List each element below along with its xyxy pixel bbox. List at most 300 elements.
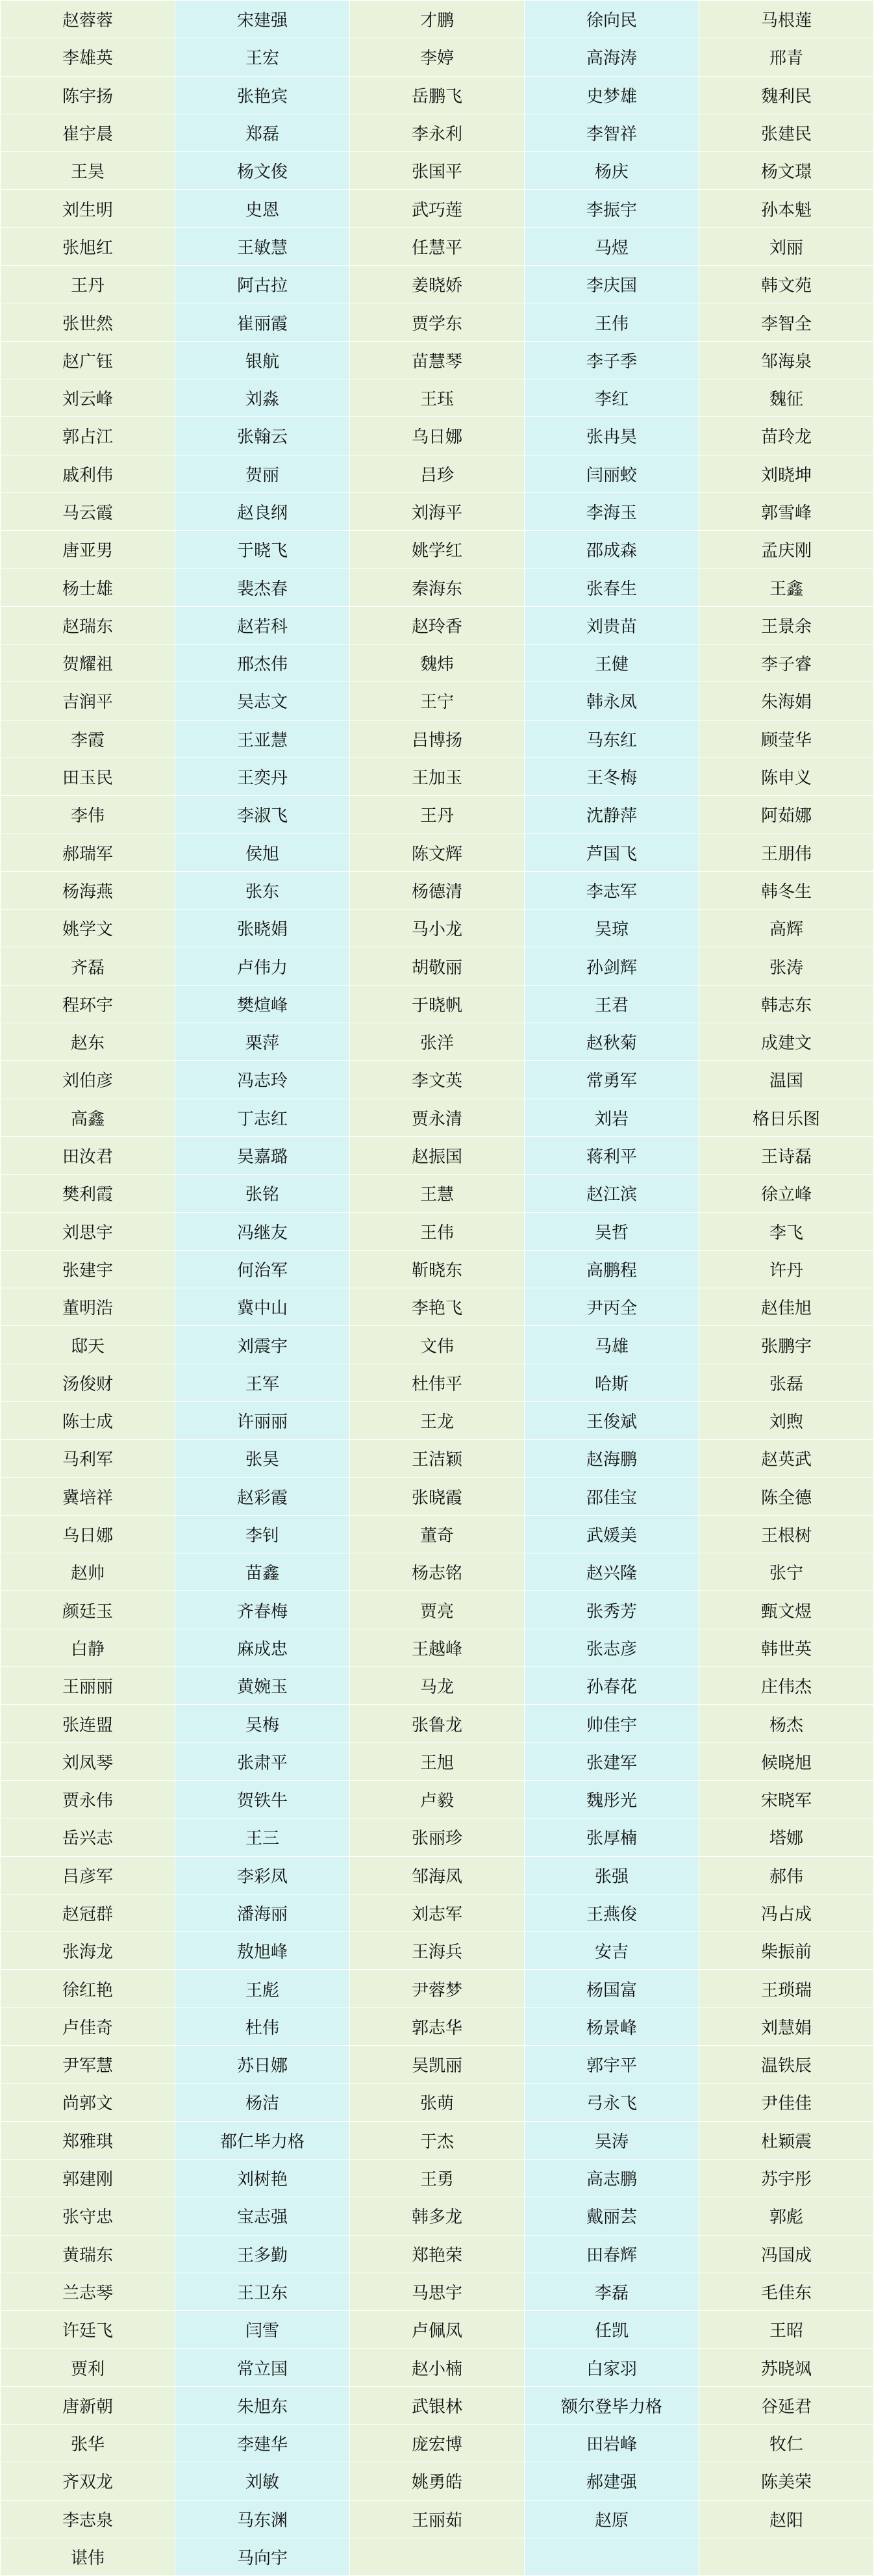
name-cell: 田春辉	[525, 2235, 699, 2273]
name-cell: 张鲁龙	[350, 1705, 525, 1742]
table-row	[1, 947, 874, 985]
name-cell: 张华	[1, 2425, 175, 2462]
name-cell: 李智全	[699, 303, 874, 341]
name-cell: 李婷	[350, 38, 525, 76]
name-cell: 贾亮	[350, 1591, 525, 1629]
name-cell: 栗萍	[175, 1023, 350, 1061]
table-row	[1, 1667, 874, 1705]
name-cell: 齐春梅	[175, 1591, 350, 1629]
name-cell: 杜伟平	[350, 1364, 525, 1401]
table-row	[1, 2538, 874, 2575]
name-cell: 李智祥	[525, 114, 699, 151]
name-cell: 苏日娜	[175, 2046, 350, 2084]
name-cell: 郭宇平	[525, 2046, 699, 2084]
name-cell: 李霞	[1, 720, 175, 758]
table-row	[1, 834, 874, 871]
name-cell: 马东渊	[175, 2500, 350, 2538]
name-cell: 张涛	[699, 947, 874, 985]
name-cell: 李艳飞	[350, 1288, 525, 1326]
name-cell: 都仁毕力格	[175, 2121, 350, 2159]
name-cell: 于杰	[350, 2121, 525, 2159]
name-cell: 汤俊财	[1, 1364, 175, 1401]
name-cell: 王琐瑞	[699, 1970, 874, 2008]
name-cell: 杨庆	[525, 152, 699, 190]
name-cell: 吴凯丽	[350, 2046, 525, 2084]
table-row	[1, 303, 874, 341]
table-row	[1, 455, 874, 492]
name-cell: 崔宇晨	[1, 114, 175, 151]
name-cell: 陈美荣	[699, 2462, 874, 2500]
name-cell: 杜伟	[175, 2008, 350, 2045]
name-cell: 许廷飞	[1, 2311, 175, 2349]
name-cell: 马小龙	[350, 910, 525, 947]
name-cell: 李志军	[525, 871, 699, 909]
name-cell: 文伟	[350, 1326, 525, 1364]
name-cell: 徐向民	[525, 1, 699, 38]
name-cell: 王敏慧	[175, 227, 350, 265]
table-row	[1, 1742, 874, 1780]
name-cell: 赵蓉蓉	[1, 1, 175, 38]
name-cell: 贺丽	[175, 455, 350, 492]
name-cell: 才鹏	[350, 1, 525, 38]
name-cell: 额尔登毕力格	[525, 2386, 699, 2424]
name-cell: 赵冠群	[1, 1894, 175, 1932]
name-cell: 阿古拉	[175, 266, 350, 303]
table-row	[1, 1856, 874, 1894]
table-row	[1, 2425, 874, 2462]
name-cell: 贾学东	[350, 303, 525, 341]
name-cell: 戚利伟	[1, 455, 175, 492]
name-cell: 弓永飞	[525, 2084, 699, 2121]
name-cell: 张宁	[699, 1553, 874, 1591]
name-cell: 郭雪峰	[699, 492, 874, 530]
name-cell: 成建文	[699, 1023, 874, 1061]
name-cell: 王丽丽	[1, 1667, 175, 1705]
name-cell: 王勇	[350, 2159, 525, 2197]
name-cell: 谷延君	[699, 2386, 874, 2424]
table-row	[1, 720, 874, 758]
name-cell: 武巧莲	[350, 190, 525, 227]
name-cell: 田汝君	[1, 1136, 175, 1174]
name-cell: 张冉昊	[525, 417, 699, 455]
name-cell: 刘敏	[175, 2462, 350, 2500]
name-cell: 贺铁牛	[175, 1780, 350, 1818]
table-row	[1, 606, 874, 644]
name-cell: 闫丽蛟	[525, 455, 699, 492]
name-cell: 李永利	[350, 114, 525, 151]
name-cell: 王丹	[1, 266, 175, 303]
name-cell: 郭志华	[350, 2008, 525, 2045]
name-cell: 赵兴隆	[525, 1553, 699, 1591]
name-cell: 王三	[175, 1818, 350, 1856]
name-cell: 卢佳奇	[1, 2008, 175, 2045]
name-cell: 王彪	[175, 1970, 350, 2008]
name-cell: 刘海平	[350, 492, 525, 530]
name-cell: 赵小楠	[350, 2349, 525, 2386]
name-cell: 高辉	[699, 910, 874, 947]
name-cell: 张世然	[1, 303, 175, 341]
table-row	[1, 1477, 874, 1515]
name-cell: 许丽丽	[175, 1401, 350, 1439]
name-cell: 高志鹏	[525, 2159, 699, 2197]
name-cell: 马东红	[525, 720, 699, 758]
name-cell: 格日乐图	[699, 1099, 874, 1136]
name-cell: 孙剑辉	[525, 947, 699, 985]
name-cell: 邵佳宝	[525, 1477, 699, 1515]
name-cell: 马龙	[350, 1667, 525, 1705]
name-cell: 温国	[699, 1061, 874, 1099]
name-cell: 王越峰	[350, 1629, 525, 1666]
table-row	[1, 1591, 874, 1629]
name-cell: 冀中山	[175, 1288, 350, 1326]
name-cell: 邵成森	[525, 531, 699, 568]
name-cell: 徐立峰	[699, 1175, 874, 1212]
name-cell: 刘丽	[699, 227, 874, 265]
name-cell: 尹蓉梦	[350, 1970, 525, 2008]
name-cell: 赵阳	[699, 2500, 874, 2538]
name-cell: 朱海娟	[699, 682, 874, 720]
name-cell: 吴涛	[525, 2121, 699, 2159]
name-cell: 王奕丹	[175, 758, 350, 795]
name-cell: 沈静萍	[525, 796, 699, 834]
name-cell: 赵英武	[699, 1440, 874, 1477]
name-cell: 郭建刚	[1, 2159, 175, 2197]
name-cell: 张建军	[525, 1742, 699, 1780]
name-cell: 郑艳荣	[350, 2235, 525, 2273]
table-row	[1, 2500, 874, 2538]
table-row	[1, 76, 874, 114]
name-cell: 苗慧琴	[350, 341, 525, 379]
name-cell: 魏利民	[699, 76, 874, 114]
name-cell: 孙本魁	[699, 190, 874, 227]
name-cell: 赵瑞东	[1, 606, 175, 644]
name-cell: 王丹	[350, 796, 525, 834]
table-row	[1, 1629, 874, 1666]
name-cell: 张守忠	[1, 2197, 175, 2235]
name-cell: 芦国飞	[525, 834, 699, 871]
name-cell: 赵良纲	[175, 492, 350, 530]
table-row	[1, 758, 874, 795]
name-cell: 马雄	[525, 1326, 699, 1364]
name-cell: 毛佳东	[699, 2273, 874, 2310]
name-cell: 秦海东	[350, 568, 525, 606]
name-cell: 王洁颖	[350, 1440, 525, 1477]
name-cell: 张翰云	[175, 417, 350, 455]
table-row	[1, 492, 874, 530]
name-cell: 李子季	[525, 341, 699, 379]
name-cell: 苏宇彤	[699, 2159, 874, 2197]
table-row	[1, 985, 874, 1023]
name-cell: 史恩	[175, 190, 350, 227]
name-cell: 陈宇扬	[1, 76, 175, 114]
name-cell: 刘煦	[699, 1401, 874, 1439]
name-cell	[350, 2538, 525, 2575]
name-cell: 王君	[525, 985, 699, 1023]
name-cell: 吕彦军	[1, 1856, 175, 1894]
name-cell: 刘震宇	[175, 1326, 350, 1364]
name-cell: 王冬梅	[525, 758, 699, 795]
name-cell: 杨洁	[175, 2084, 350, 2121]
name-cell: 冯占成	[699, 1894, 874, 1932]
name-cell: 孟庆刚	[699, 531, 874, 568]
name-cell: 马思宇	[350, 2273, 525, 2310]
table-row	[1, 152, 874, 190]
name-cell: 张磊	[699, 1364, 874, 1401]
name-cell: 郝瑞军	[1, 834, 175, 871]
name-cell: 阿茹娜	[699, 796, 874, 834]
name-cell: 樊利霞	[1, 1175, 175, 1212]
name-cell: 白静	[1, 1629, 175, 1666]
name-cell: 崔丽霞	[175, 303, 350, 341]
name-cell: 韩世英	[699, 1629, 874, 1666]
name-cell: 韩多龙	[350, 2197, 525, 2235]
name-cell: 王诗磊	[699, 1136, 874, 1174]
name-cell: 张建民	[699, 114, 874, 151]
table-body	[1, 1, 874, 2576]
name-cell: 韩志东	[699, 985, 874, 1023]
name-cell: 高海涛	[525, 38, 699, 76]
name-cell: 张洋	[350, 1023, 525, 1061]
name-cell: 刘慧娟	[699, 2008, 874, 2045]
name-cell: 麻成忠	[175, 1629, 350, 1666]
name-cell: 韩永凤	[525, 682, 699, 720]
name-cell: 尹军慧	[1, 2046, 175, 2084]
table-row	[1, 1401, 874, 1439]
name-cell: 程环宇	[1, 985, 175, 1023]
name-cell: 王健	[525, 644, 699, 682]
name-cell: 孙春花	[525, 1667, 699, 1705]
table-row	[1, 644, 874, 682]
name-cell: 王旭	[350, 1742, 525, 1780]
name-cell: 马煜	[525, 227, 699, 265]
name-cell: 裴杰春	[175, 568, 350, 606]
table-row	[1, 796, 874, 834]
name-cell: 刘树艳	[175, 2159, 350, 2197]
name-cell: 塔娜	[699, 1818, 874, 1856]
table-row	[1, 114, 874, 151]
table-row	[1, 2008, 874, 2045]
name-cell: 吴嘉璐	[175, 1136, 350, 1174]
name-cell: 李伟	[1, 796, 175, 834]
table-row	[1, 1326, 874, 1364]
name-cell: 王丽茹	[350, 2500, 525, 2538]
name-cell: 齐磊	[1, 947, 175, 985]
name-cell: 董奇	[350, 1515, 525, 1553]
table-row	[1, 2159, 874, 2197]
name-cell: 魏彤光	[525, 1780, 699, 1818]
name-cell: 田岩峰	[525, 2425, 699, 2462]
name-cell: 邹海泉	[699, 341, 874, 379]
table-row	[1, 227, 874, 265]
table-row	[1, 910, 874, 947]
name-cell: 唐新朝	[1, 2386, 175, 2424]
name-cell: 郝伟	[699, 1856, 874, 1894]
table-row	[1, 2084, 874, 2121]
name-cell: 陈申义	[699, 758, 874, 795]
name-cell: 温铁辰	[699, 2046, 874, 2084]
name-cell: 张铭	[175, 1175, 350, 1212]
name-cell: 银航	[175, 341, 350, 379]
name-cell: 陈文辉	[350, 834, 525, 871]
name-cell: 贾利	[1, 2349, 175, 2386]
name-cell: 朱旭东	[175, 2386, 350, 2424]
name-cell: 姜晓娇	[350, 266, 525, 303]
name-cell: 李彩凤	[175, 1856, 350, 1894]
name-cell: 姚勇皓	[350, 2462, 525, 2500]
table-row	[1, 1818, 874, 1856]
name-cell: 白家羽	[525, 2349, 699, 2386]
name-cell: 李志泉	[1, 2500, 175, 2538]
name-cell: 苗鑫	[175, 1553, 350, 1591]
name-cell: 刘晓坤	[699, 455, 874, 492]
name-cell: 邹海凤	[350, 1856, 525, 1894]
name-cell: 邢杰伟	[175, 644, 350, 682]
table-row	[1, 2273, 874, 2310]
name-cell: 马利军	[1, 1440, 175, 1477]
name-cell: 王昊	[1, 152, 175, 190]
name-cell: 武媛美	[525, 1515, 699, 1553]
name-cell: 贾永伟	[1, 1780, 175, 1818]
name-cell: 吴琼	[525, 910, 699, 947]
name-cell: 贾永清	[350, 1099, 525, 1136]
name-cell: 侯旭	[175, 834, 350, 871]
table-row	[1, 2235, 874, 2273]
name-cell: 甄文煜	[699, 1591, 874, 1629]
name-cell: 张连盟	[1, 1705, 175, 1742]
name-cell: 吕珍	[350, 455, 525, 492]
name-cell: 于晓飞	[175, 531, 350, 568]
name-cell: 刘志军	[350, 1894, 525, 1932]
name-cell: 冯国成	[699, 2235, 874, 2273]
name-cell: 王燕俊	[525, 1894, 699, 1932]
name-cell: 姚学文	[1, 910, 175, 947]
name-cell: 尹丙全	[525, 1288, 699, 1326]
name-cell: 苏晓飒	[699, 2349, 874, 2386]
name-cell: 卢伟力	[175, 947, 350, 985]
name-cell: 哈斯	[525, 1364, 699, 1401]
name-cell: 冯志玲	[175, 1061, 350, 1099]
name-cell: 田玉民	[1, 758, 175, 795]
name-cell: 赵东	[1, 1023, 175, 1061]
name-cell: 杨文俊	[175, 152, 350, 190]
name-cell: 杨德清	[350, 871, 525, 909]
name-cell: 牧仁	[699, 2425, 874, 2462]
name-cell: 李文英	[350, 1061, 525, 1099]
name-cell: 韩冬生	[699, 871, 874, 909]
table-row	[1, 1250, 874, 1288]
name-cell: 于晓帆	[350, 985, 525, 1023]
table-row	[1, 2197, 874, 2235]
table-row	[1, 1099, 874, 1136]
table-row	[1, 1970, 874, 2008]
name-cell: 张强	[525, 1856, 699, 1894]
name-cell: 刘贵苗	[525, 606, 699, 644]
name-cell	[525, 2538, 699, 2575]
table-row	[1, 1136, 874, 1174]
table-row	[1, 417, 874, 455]
name-cell: 李淑飞	[175, 796, 350, 834]
name-cell: 李红	[525, 379, 699, 416]
name-cell: 冯继友	[175, 1212, 350, 1250]
name-cell: 马向宇	[175, 2538, 350, 2575]
name-cell: 王鑫	[699, 568, 874, 606]
name-cell: 柴振前	[699, 1932, 874, 1970]
name-cell: 张厚楠	[525, 1818, 699, 1856]
name-cell: 顾莹华	[699, 720, 874, 758]
name-cell: 史梦雄	[525, 76, 699, 114]
name-cell: 刘伯彦	[1, 1061, 175, 1099]
name-cell: 王昭	[699, 2311, 874, 2349]
name-cell: 赵广钰	[1, 341, 175, 379]
name-cell: 安吉	[525, 1932, 699, 1970]
table-row	[1, 1780, 874, 1818]
table-row	[1, 2349, 874, 2386]
table-row	[1, 2046, 874, 2084]
name-cell: 岳鹏飞	[350, 76, 525, 114]
table-row	[1, 1553, 874, 1591]
name-cell: 邢青	[699, 38, 874, 76]
name-cell: 杜颖震	[699, 2121, 874, 2159]
name-cell: 李钊	[175, 1515, 350, 1553]
name-cell: 岳兴志	[1, 1818, 175, 1856]
name-cell: 庄伟杰	[699, 1667, 874, 1705]
name-cell: 王景余	[699, 606, 874, 644]
name-cell: 靳晓东	[350, 1250, 525, 1288]
name-cell: 贺耀祖	[1, 644, 175, 682]
table-row	[1, 568, 874, 606]
name-cell: 王军	[175, 1364, 350, 1401]
table-row	[1, 1023, 874, 1061]
name-cell: 王伟	[350, 1212, 525, 1250]
name-cell: 卢毅	[350, 1780, 525, 1818]
name-cell: 许丹	[699, 1250, 874, 1288]
table-row	[1, 379, 874, 416]
name-cell: 杨志铭	[350, 1553, 525, 1591]
name-cell: 邸天	[1, 1326, 175, 1364]
name-cell: 卢佩凤	[350, 2311, 525, 2349]
name-cell: 韩文苑	[699, 266, 874, 303]
table-row	[1, 1440, 874, 1477]
name-cell: 杨海燕	[1, 871, 175, 909]
table-row	[1, 2311, 874, 2349]
name-cell: 王珏	[350, 379, 525, 416]
name-cell: 王俊斌	[525, 1401, 699, 1439]
name-cell: 王多勤	[175, 2235, 350, 2273]
name-cell: 李子睿	[699, 644, 874, 682]
name-cell: 谌伟	[1, 2538, 175, 2575]
name-cell: 王海兵	[350, 1932, 525, 1970]
name-cell: 王伟	[525, 303, 699, 341]
name-cell: 张秀芳	[525, 1591, 699, 1629]
name-cell: 郭占江	[1, 417, 175, 455]
name-cell: 陈全德	[699, 1477, 874, 1515]
name-cell: 任慧平	[350, 227, 525, 265]
name-cell: 樊煊峰	[175, 985, 350, 1023]
name-cell: 赵原	[525, 2500, 699, 2538]
table-row	[1, 1705, 874, 1742]
name-cell: 王加玉	[350, 758, 525, 795]
name-cell: 张丽珍	[350, 1818, 525, 1856]
name-cell: 乌日娜	[1, 1515, 175, 1553]
name-cell: 杨景峰	[525, 2008, 699, 2045]
name-cell: 王宏	[175, 38, 350, 76]
name-cell: 张昊	[175, 1440, 350, 1477]
name-cell: 张国平	[350, 152, 525, 190]
name-cell: 苗玲龙	[699, 417, 874, 455]
table-row	[1, 1061, 874, 1099]
name-cell: 尚郭文	[1, 2084, 175, 2121]
name-cell: 徐红艳	[1, 1970, 175, 2008]
